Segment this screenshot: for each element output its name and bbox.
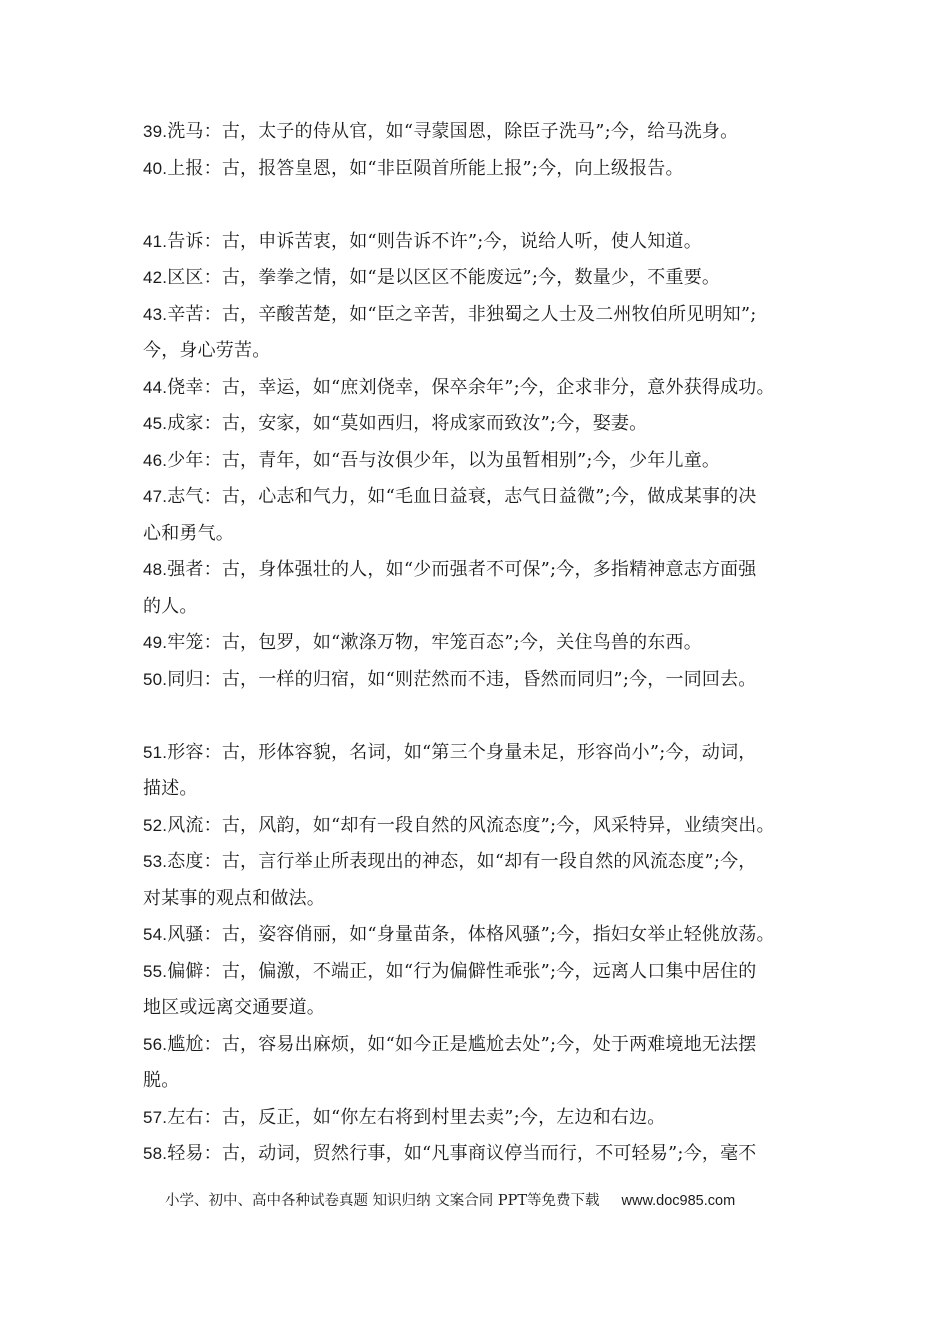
item-number: 40. <box>143 158 168 178</box>
item-number: 57. <box>143 1107 168 1127</box>
text-line <box>143 333 833 370</box>
text-line <box>143 917 833 954</box>
text-line <box>143 990 833 1027</box>
text-line <box>143 844 833 881</box>
item-number: 52. <box>143 815 168 835</box>
text-line <box>143 479 833 516</box>
item-text: 尴尬：古，容易出麻烦，如“如今正是尴尬去处”;今，处于两难境地无法摆 <box>167 1033 757 1055</box>
item-number: 43. <box>143 304 168 324</box>
item-text: 志气：古，心志和气力，如“毛血日益衰，志气日益微”;今，做成某事的决 <box>167 486 757 507</box>
text-line <box>143 808 833 845</box>
item-text: 态度：古，言行举止所表现出的神态，如“却有一段自然的风流态度”;今， <box>167 851 757 872</box>
item-number: 55. <box>143 961 168 981</box>
item-text: 成家：古，安家，如“莫如西归，将成家而致汝”;今，娶妻。 <box>167 413 648 434</box>
item-text: 心和勇气。 <box>143 522 234 544</box>
item-number: 54. <box>143 925 168 944</box>
text-line <box>143 1063 833 1100</box>
item-number: 58. <box>143 1144 168 1163</box>
item-number: 56. <box>143 1034 168 1054</box>
item-number: 49. <box>143 633 168 652</box>
item-text: 描述。 <box>143 778 198 799</box>
text-line <box>143 260 833 297</box>
text-line <box>143 114 833 151</box>
text-line <box>143 552 833 589</box>
paragraph-gap <box>143 698 833 735</box>
text-line <box>143 1027 833 1064</box>
item-text: 少年：古，青年，如“吾与汝俱少年，以为虽暂相别”;今，少年儿童。 <box>167 449 721 471</box>
item-text: 的人。 <box>143 595 198 617</box>
item-text: 地区或远离交通要道。 <box>143 997 325 1018</box>
text-line <box>143 589 833 626</box>
text-line <box>143 297 833 334</box>
item-text: 告诉：古，申诉苦衷，如“则告诉不许”;今，说给人听，使人知道。 <box>167 230 702 252</box>
text-line <box>143 1136 833 1173</box>
text-line <box>143 516 833 553</box>
item-number: 39. <box>143 122 168 141</box>
item-number: 45. <box>143 414 168 433</box>
text-line <box>143 1100 833 1137</box>
item-text: 强者：古，身体强壮的人，如“少而强者不可保”;今，多指精神意志方面强 <box>167 559 757 580</box>
item-number: 50. <box>143 669 168 689</box>
item-number: 42. <box>143 268 168 287</box>
item-text: 侥幸：古，幸运，如“庶刘侥幸，保卒余年”;今，企求非分，意外获得成功。 <box>167 376 775 398</box>
text-line <box>143 406 833 443</box>
item-number: 41. <box>143 231 168 251</box>
item-number: 44. <box>143 377 168 397</box>
item-text: 今，身心劳苦。 <box>143 340 271 361</box>
item-number: 47. <box>143 487 168 506</box>
item-number: 46. <box>143 450 168 470</box>
item-text: 同归：古，一样的归宿，如“则茫然而不违，昏然而同归”;今，一同回去。 <box>167 668 757 690</box>
item-text: 形容：古，形体容貌，名词，如“第三个身量未足，形容尚小”;今，动词， <box>167 741 757 763</box>
text-line <box>143 881 833 918</box>
item-text: 洗马：古，太子的侍从官，如“寻蒙国恩，除臣子洗马”;今，给马洗身。 <box>167 121 739 142</box>
item-text: 区区：古，拳拳之情，如“是以区区不能废远”;今，数量少，不重要。 <box>167 267 721 288</box>
footer-url-link[interactable]: www.doc985.com <box>621 1193 736 1209</box>
item-text: 上报：古，报答皇恩，如“非臣陨首所能上报”;今，向上级报告。 <box>167 157 684 179</box>
text-line <box>143 662 833 699</box>
item-text: 偏僻：古，偏激，不端正，如“行为偏僻性乖张”;今，远离人口集中居住的 <box>167 960 757 982</box>
text-line <box>143 370 833 407</box>
item-number: 48. <box>143 560 168 579</box>
page-footer <box>165 1191 735 1211</box>
item-text: 脱。 <box>143 1070 180 1091</box>
item-number: 51. <box>143 742 168 762</box>
text-line <box>143 735 833 772</box>
document-body <box>143 114 833 1173</box>
item-text: 风骚：古，姿容俏丽，如“身量苗条，体格风骚”;今，指妇女举止轻佻放荡。 <box>167 924 775 945</box>
item-text: 对某事的观点和做法。 <box>143 887 325 909</box>
item-text: 轻易：古，动词，贸然行事，如“凡事商议停当而行，不可轻易”;今，毫不 <box>167 1143 757 1164</box>
item-text: 辛苦：古，辛酸苦楚，如“臣之辛苦，非独蜀之人士及二州牧伯所见明知”; <box>167 303 757 325</box>
text-line <box>143 625 833 662</box>
text-line <box>143 771 833 808</box>
text-line <box>143 443 833 480</box>
text-line <box>143 151 833 188</box>
text-line <box>143 954 833 991</box>
item-text: 牢笼：古，包罗，如“漱涤万物，牢笼百态”;今，关住鸟兽的东西。 <box>167 632 702 653</box>
item-text: 左右：古，反正，如“你左右将到村里去卖”;今，左边和右边。 <box>167 1106 666 1128</box>
item-number: 53. <box>143 852 168 871</box>
footer-text: 小学、初中、高中各种试卷真题 知识归纳 文案合同 PPT等免费下载 <box>165 1193 600 1209</box>
paragraph-gap <box>143 187 833 224</box>
item-text: 风流：古，风韵，如“却有一段自然的风流态度”;今，风采特异，业绩突出。 <box>167 814 775 836</box>
text-line <box>143 224 833 261</box>
